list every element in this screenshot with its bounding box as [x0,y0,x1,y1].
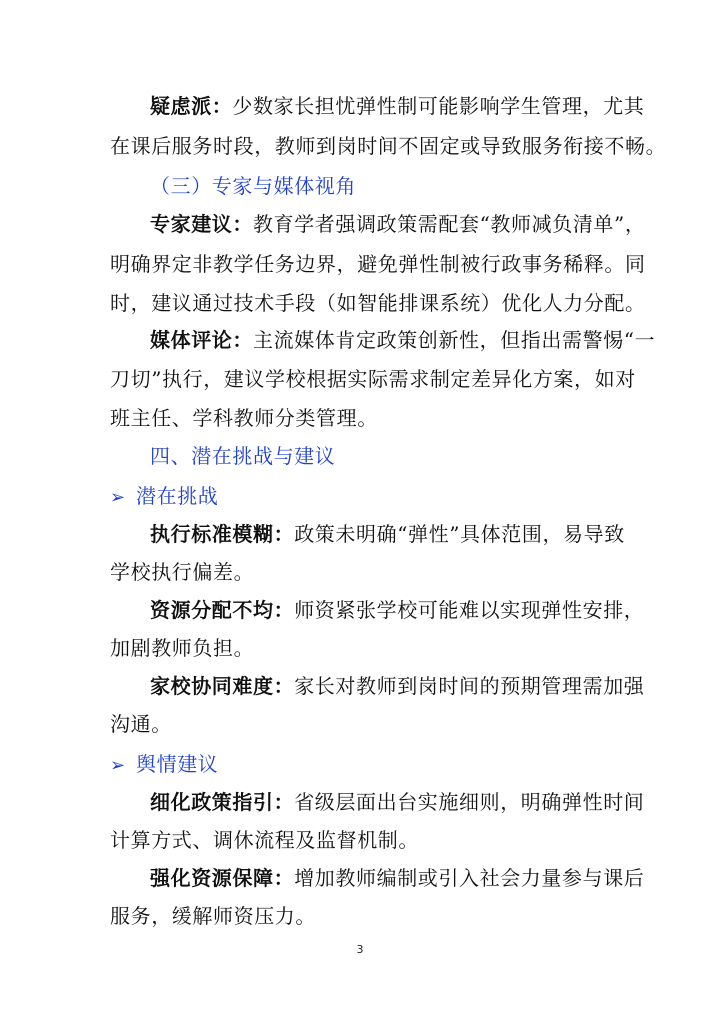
expert-paragraph-line2: 明确界定非教学任务边界，避免弹性制被行政事务稀释。同 [110,252,646,276]
section4-heading: 四、潜在挑战与建议 [150,444,336,468]
homeschool-label: 家校协同难度： [150,674,295,698]
resources-paragraph-line2: 加剧教师负担。 [110,636,255,660]
doubters-text-line1: 少数家长担忧弹性制可能影响学生管理，尤其 [232,94,645,118]
expert-paragraph-line3: 时，建议通过技术手段（如智能排课系统）优化人力分配。 [110,291,646,315]
media-text-line1: 主流媒体肯定政策创新性，但指出需警惕“一 [253,328,656,352]
homeschool-paragraph-line1 [150,672,644,700]
standards-paragraph-line1 [150,520,625,548]
resource-guarantee-paragraph-line2: 服务，缓解师资压力。 [110,904,316,928]
resource-guarantee-text-line1: 增加教师编制或引入社会力量参与课后 [294,866,645,890]
homeschool-paragraph-line2: 沟通。 [110,712,172,736]
guidance-paragraph-line2: 计算方式、调休流程及监督机制。 [110,828,419,852]
arrow-bullet-icon: ➢ [110,487,126,508]
challenges-heading [110,482,218,512]
resources-paragraph-line1 [150,596,644,624]
expert-paragraph-line1 [150,210,645,238]
standards-label: 执行标准模糊： [150,522,295,546]
standards-text-line1: 政策未明确“弹性”具体范围，易导致 [294,522,625,546]
expert-label: 专家建议： [150,212,253,236]
opinion-heading-text: 舆情建议 [136,752,219,776]
resources-text-line1: 师资紧张学校可能难以实现弹性安排， [294,598,645,622]
section3-heading: （三）专家与媒体视角 [150,174,356,198]
media-paragraph-line3: 班主任、学科教师分类管理。 [110,406,378,430]
doubters-paragraph-line2: 在课后服务时段，教师到岗时间不固定或导致服务衔接不畅。 [110,134,667,158]
guidance-paragraph-line1 [150,788,644,816]
page-number: 3 [356,943,364,956]
guidance-text-line1: 省级层面出台实施细则，明确弹性时间 [294,790,645,814]
opinion-heading [110,750,218,780]
media-paragraph-line2: 刀切”执行，建议学校根据实际需求制定差异化方案，如对 [110,367,636,391]
challenges-heading-text: 潜在挑战 [136,484,219,508]
doubters-label: 疑虑派： [150,94,233,118]
resource-guarantee-label: 强化资源保障： [150,866,295,890]
arrow-bullet-icon: ➢ [110,755,126,776]
expert-text-line1: 教育学者强调政策需配套“教师减负清单”， [253,212,646,236]
doubters-paragraph-line1 [150,92,644,120]
resources-label: 资源分配不均： [150,598,295,622]
guidance-label: 细化政策指引： [150,790,295,814]
resource-guarantee-paragraph-line1 [150,864,644,892]
media-paragraph-line1 [150,326,655,354]
standards-paragraph-line2: 学校执行偏差。 [110,560,255,584]
homeschool-text-line1: 家长对教师到岗时间的预期管理需加强 [294,674,645,698]
media-label: 媒体评论： [150,328,253,352]
